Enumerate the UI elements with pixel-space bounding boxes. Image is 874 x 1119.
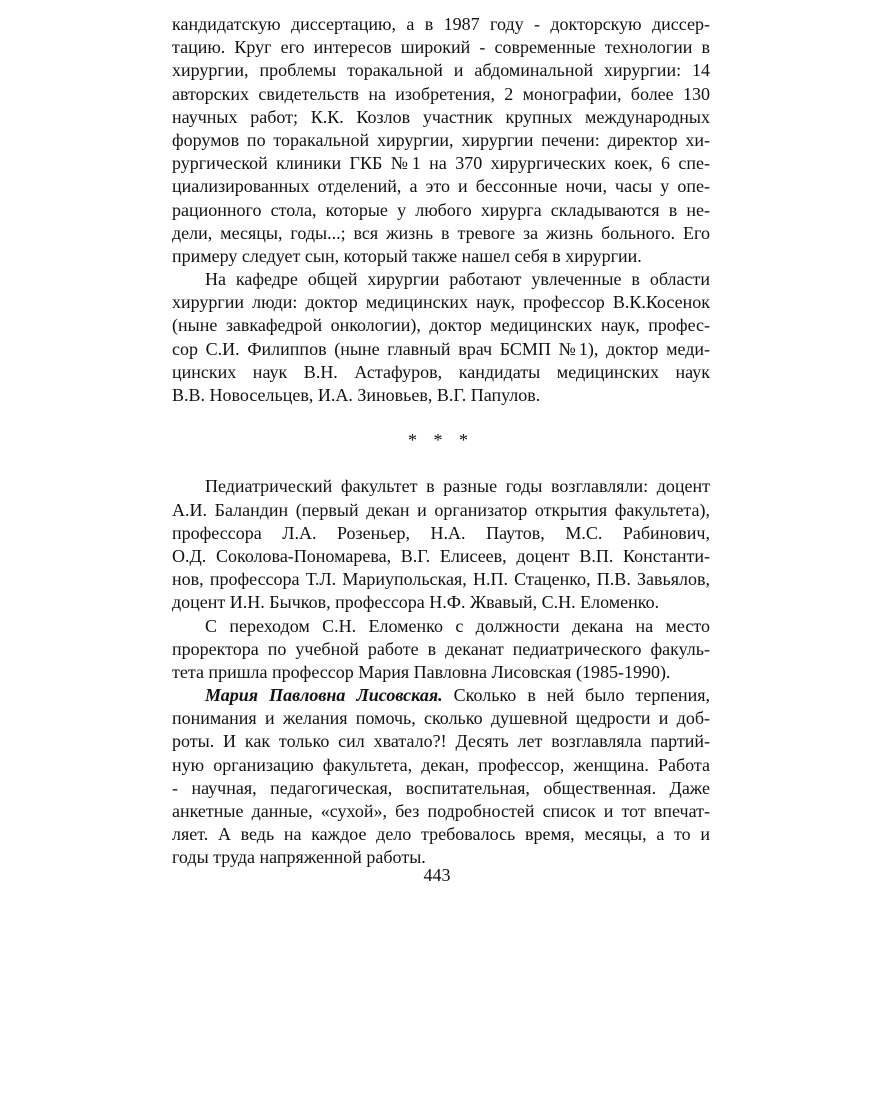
text-line: понимания и желания помочь, сколько душевной щедрости и доб-: [172, 708, 710, 729]
paragraph-general-surgery-department: [172, 268, 710, 407]
paragraph-dean-transition: [172, 615, 710, 685]
paragraph-lisovskaya: [172, 684, 710, 870]
text-line: На кафедре общей хирургии работают увлеченные в области: [205, 269, 710, 290]
text-line: цинских наук В.Н. Астафуров, кандидаты медицинских наук: [172, 361, 710, 382]
text-line: сор С.И. Филиппов (ныне главный врач БСМП №1), доктор меди-: [172, 338, 710, 359]
text-line: А.И. Баландин (первый декан и организатор открытия факультета),: [172, 499, 710, 520]
text-line: ляет. А ведь на каждое дело требовалось время, месяцы, а то и: [172, 824, 710, 845]
text-line: хирургии, проблемы торакальной и абдоминальной хирургии: 14: [172, 60, 710, 81]
text-line: авторских свидетельств на изобретения, 2 монографии, более 130: [172, 83, 710, 104]
text-line: С переходом С.Н. Еломенко с должности декана на место: [205, 615, 710, 636]
text-line: рационного стола, которые у любого хирурга складываются в не-: [172, 199, 710, 220]
text-line: хирургии люди: доктор медицинских наук, профессор В.К.Косенок: [172, 292, 710, 313]
text-line: Педиатрический факультет в разные годы возглавляли: доцент: [205, 476, 710, 497]
text-line: рургической клиники ГКБ №1 на 370 хирургических коек, 6 спе-: [172, 153, 710, 174]
text-line: дели, месяцы, годы...; вся жизнь в тревоге за жизнь больного. Его: [172, 222, 710, 243]
paragraph-surgery-kozlov: [172, 13, 710, 268]
spacer: [172, 452, 710, 475]
text-line: годы труда напряженной работы.: [172, 847, 426, 868]
text-line: тацию. Круг его интересов широкий - современные технологии в: [172, 37, 710, 58]
text-line: [172, 684, 710, 707]
text-line: примеру следует сын, который также нашел себя в хирургии.: [172, 245, 642, 266]
text-line: кандидатскую диссертацию, а в 1987 году - докторскую диссер-: [172, 14, 710, 34]
text-run: Сколько в ней было терпения,: [442, 685, 710, 706]
text-line: В.В. Новосельцев, И.А. Зиновьев, В.Г. Папулов.: [172, 385, 541, 405]
text-line: проректора по учебной работе в деканат педиатрического факуль-: [172, 638, 710, 659]
section-separator: * * *: [408, 430, 474, 451]
text-line: тета пришла профессор Мария Павловна Лисовская (1985-1990).: [172, 661, 671, 682]
text-column: [172, 13, 710, 870]
text-line: роты. И как только сил хватало?! Десять лет возглавляла партий-: [172, 731, 710, 752]
text-line: анкетные данные, «сухой», без подробностей список и тот впечат-: [172, 801, 710, 821]
text-line: профессора Л.А. Розеньер, Н.А. Паутов, М.С. Рабинович,: [172, 522, 710, 543]
paragraph-pediatric-faculty-deans: [172, 475, 710, 614]
text-line: циализированных отделений, а это и бессонные ночи, часы у опе-: [172, 176, 710, 197]
text-line: (ныне завкафедрой онкологии), доктор медицинских наук, профес-: [172, 315, 710, 336]
text-line: доцент И.Н. Бычков, профессора Н.Ф. Жвавый, С.Н. Еломенко.: [172, 592, 660, 613]
spacer: [172, 407, 710, 429]
page-number: 443: [423, 865, 451, 885]
text-line: научных работ; К.К. Козлов участник крупных международных: [172, 106, 710, 127]
text-line: ную организацию факультета, декан, профессор, женщина. Работа: [172, 754, 710, 775]
text-line: О.Д. Соколова-Пономарева, В.Г. Елисеев, доцент В.П. Константи-: [172, 545, 710, 566]
person-name-emphasis: Мария Павловна Лисовская.: [205, 685, 443, 706]
text-line: форумов по торакальной хирургии, хирургии печени: директор хи-: [172, 129, 710, 150]
text-line: - научная, педагогическая, воспитательная, общественная. Даже: [172, 777, 710, 798]
text-line: нов, профессора Т.Л. Мариупольская, Н.П. Стаценко, П.В. Завьялов,: [172, 569, 710, 590]
